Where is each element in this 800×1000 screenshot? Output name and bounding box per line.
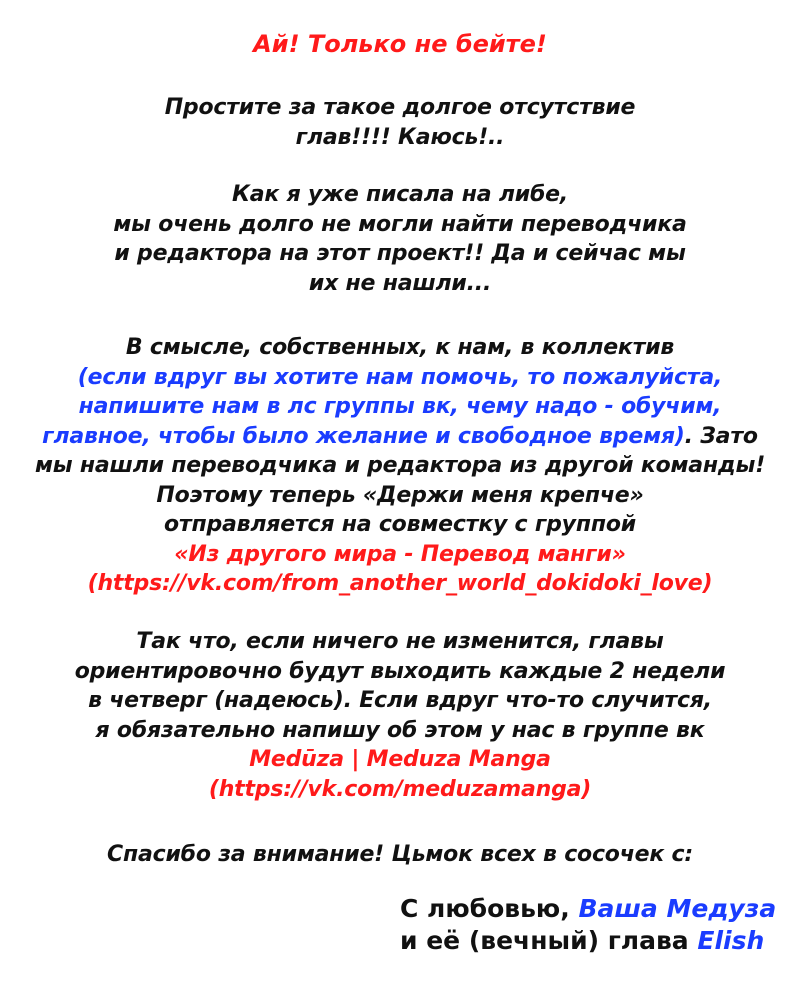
meduza-url-link[interactable]: (https://vk.com/meduzamanga) xyxy=(208,776,592,802)
paragraph-schedule xyxy=(0,627,800,804)
text-line: Спасибо за внимание! Цьмок всех в сосочек с: xyxy=(107,842,693,867)
signature-line xyxy=(400,925,776,957)
group-url-link[interactable]: (https://vk.com/from_another_world_dokidoki_love) xyxy=(87,571,713,596)
text-fragment: . Зато xyxy=(684,423,758,449)
text-line: глав!!!! Каюсь!.. xyxy=(295,124,505,150)
text-line: мы очень долго не могли найти переводчика xyxy=(113,211,687,237)
signature-editor: Elish xyxy=(697,926,765,955)
text-line: В смысле, собственных, к нам, в коллектив xyxy=(125,335,675,360)
text-fragment-blue: главное, чтобы было желание и свободное время) xyxy=(42,423,685,449)
text-line: Как я уже писала на либе, xyxy=(231,182,568,207)
text-line: я обязательно напишу об этом у нас в группе вк xyxy=(95,717,705,743)
signature-author: Ваша Медуза xyxy=(578,894,777,923)
signature-text: С любовью, xyxy=(400,894,579,923)
text-line-blue: (если вдруг вы хотите нам помочь, то пожалуйста, xyxy=(77,364,723,390)
signature xyxy=(400,893,776,957)
paragraph-thanks xyxy=(0,840,800,870)
text-line: отправляется на совместку с группой xyxy=(164,512,636,537)
text-line: Так что, если ничего не изменится, главы xyxy=(136,629,664,654)
text-line: Простите за такое долгое отсутствие xyxy=(164,95,636,120)
signature-line xyxy=(400,893,776,925)
text-line: в четверг (надеюсь). Если вдруг что-то случится, xyxy=(88,688,712,713)
text-line: Поэтому теперь «Держи меня крепче» xyxy=(156,482,644,508)
page-title: Ай! Только не бейте! xyxy=(253,30,547,58)
text-line: и редактора на этот проект!! Да и сейчас мы xyxy=(114,241,686,266)
text-line: мы нашли переводчика и редактора из другой команды! xyxy=(34,453,766,478)
group-name-link[interactable]: «Из другого мира - Перевод манги» xyxy=(174,541,626,567)
text-line-blue: напишите нам в лс группы вк, чему надо - обучим, xyxy=(78,394,722,419)
text-line-mixed xyxy=(0,422,800,452)
signature-text: и её (вечный) глава xyxy=(400,926,698,955)
paragraph-apology xyxy=(0,93,800,152)
paragraph-collab xyxy=(0,333,800,599)
paragraph-search xyxy=(0,180,800,298)
text-line: ориентировочно будут выходить каждые 2 недели xyxy=(74,658,726,684)
text-line: их не нашли... xyxy=(308,270,492,296)
meduza-group-link[interactable]: Medūza | Meduza Manga xyxy=(249,747,551,772)
